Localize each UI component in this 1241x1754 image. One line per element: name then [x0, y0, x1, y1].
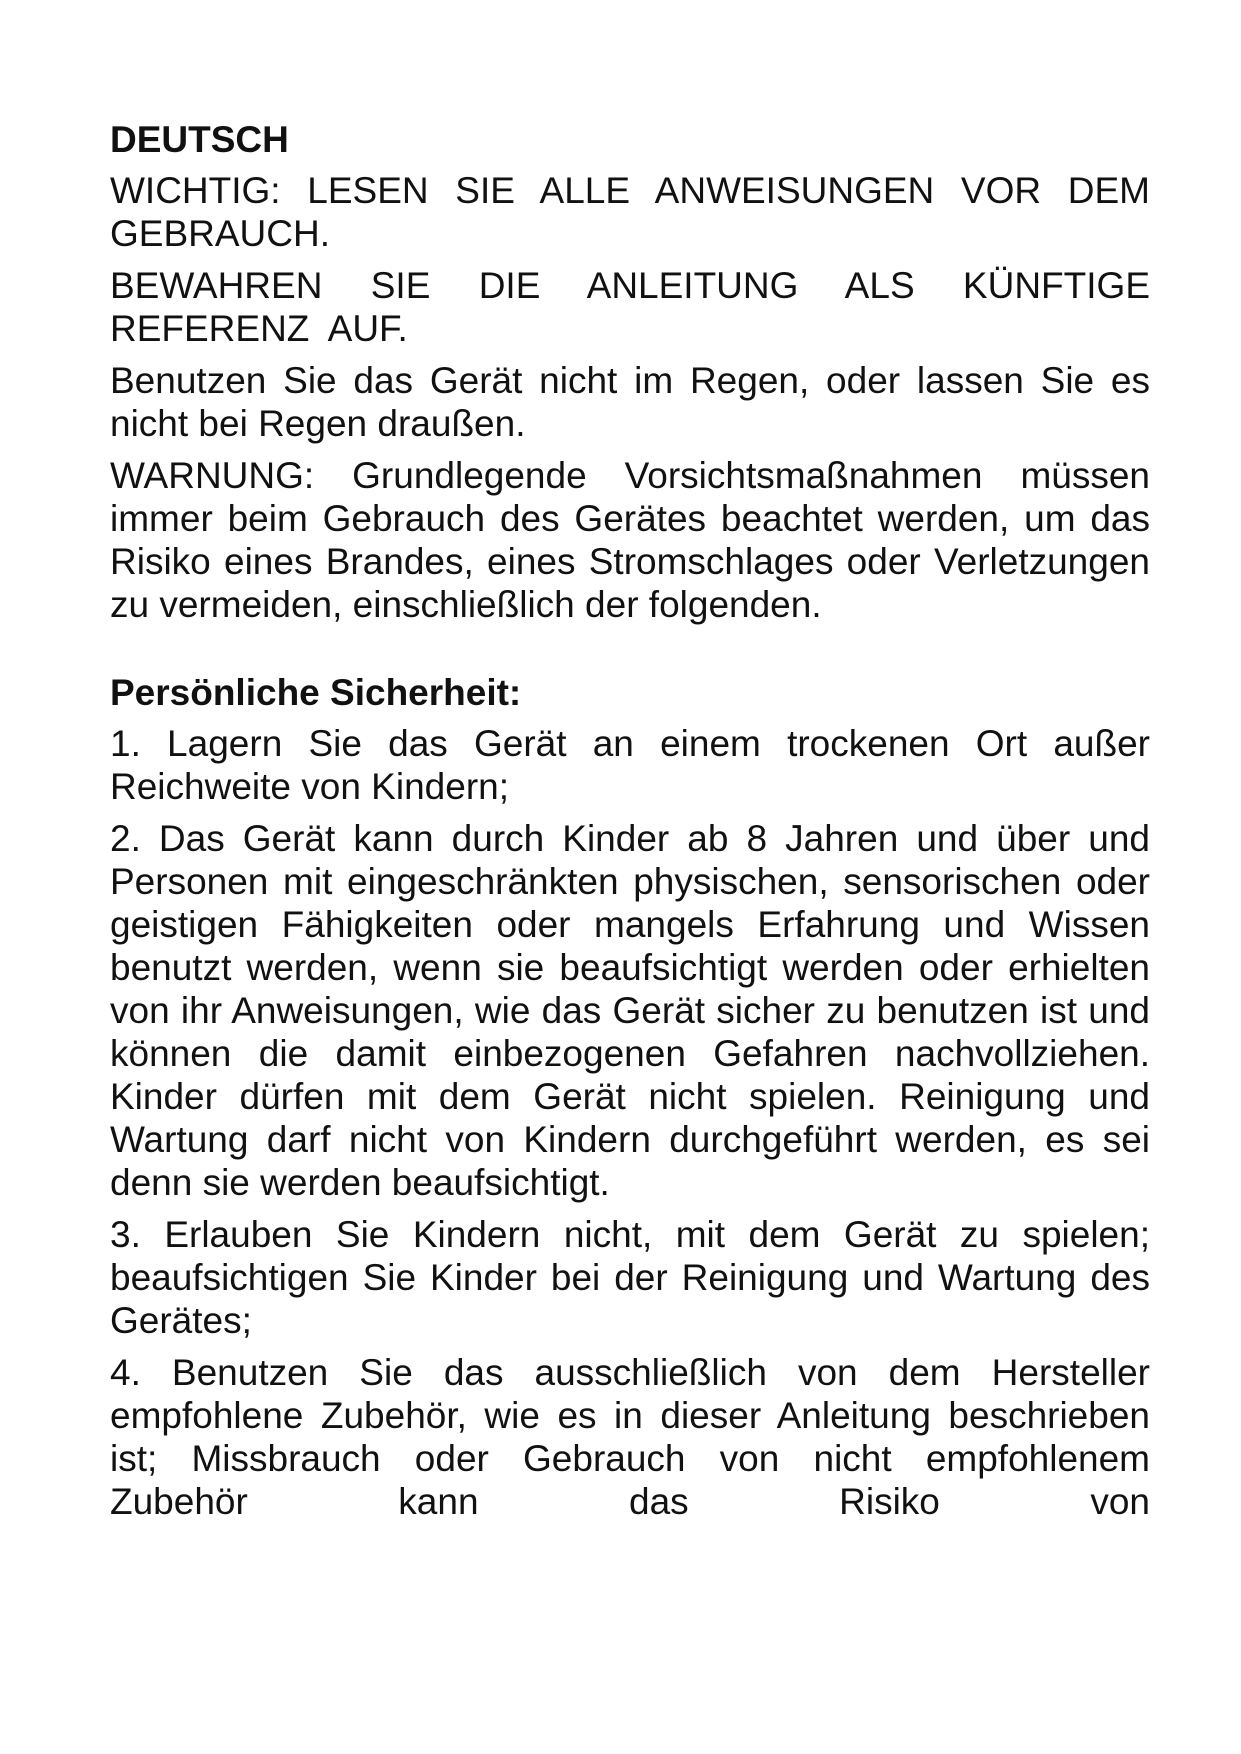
keep-instructions-notice: BEWAHREN SIE DIE ANLEITUNG ALS KÜNFTIGE REFERENZ AUF. — [110, 265, 1150, 349]
important-notice: WICHTIG: LESEN SIE ALLE ANWEISUNGEN VOR DEM GEBRAUCH. — [110, 170, 1150, 254]
warning-paragraph: WARNUNG: Grundlegende Vorsichtsmaßnahmen müssen immer beim Gebrauch des Gerätes beachtet werden, um das Risiko eines Brandes, eines Stromschlages oder Verletzungen zu vermeiden, einschließlich der folgenden. — [110, 455, 1150, 625]
list-item: 4. Benutzen Sie das ausschließlich von dem Hersteller empfohlene Zubehör, wie es in dieser Anleitung beschrieben ist; Missbrauch oder Gebrauch von nicht empfohlenem Zubehör kann das Risiko von — [110, 1352, 1150, 1522]
rain-notice: Benutzen Sie das Gerät nicht im Regen, oder lassen Sie es nicht bei Regen draußen. — [110, 360, 1150, 444]
document-page — [110, 118, 1150, 1532]
section-title-personal-safety: Persönliche Sicherheit: — [110, 672, 522, 713]
list-item: 1. Lagern Sie das Gerät an einem trockenen Ort außer Reichweite von Kindern; — [110, 723, 1150, 807]
list-item: 3. Erlauben Sie Kindern nicht, mit dem Gerät zu spielen; beaufsichtigen Sie Kinder bei der Reinigung und Wartung des Gerätes; — [110, 1214, 1150, 1341]
language-heading: DEUTSCH — [110, 119, 289, 160]
list-item: 2. Das Gerät kann durch Kinder ab 8 Jahren und über und Personen mit eingeschränkten physischen, sensorischen oder geistigen Fähigkeiten oder mangels Erfahrung und Wissen benutzt werden, wenn sie beaufsichtigt werden oder erhielten von ihr Anweisungen, wie das Gerät sicher zu benutzen ist und können die damit einbezogenen Gefahren nachvollziehen. Kinder dürfen mit dem Gerät nicht spielen. Reinigung und Wartung darf nicht von Kindern durchgeführt werden, es sei denn sie werden beaufsichtigt. — [110, 818, 1150, 1203]
